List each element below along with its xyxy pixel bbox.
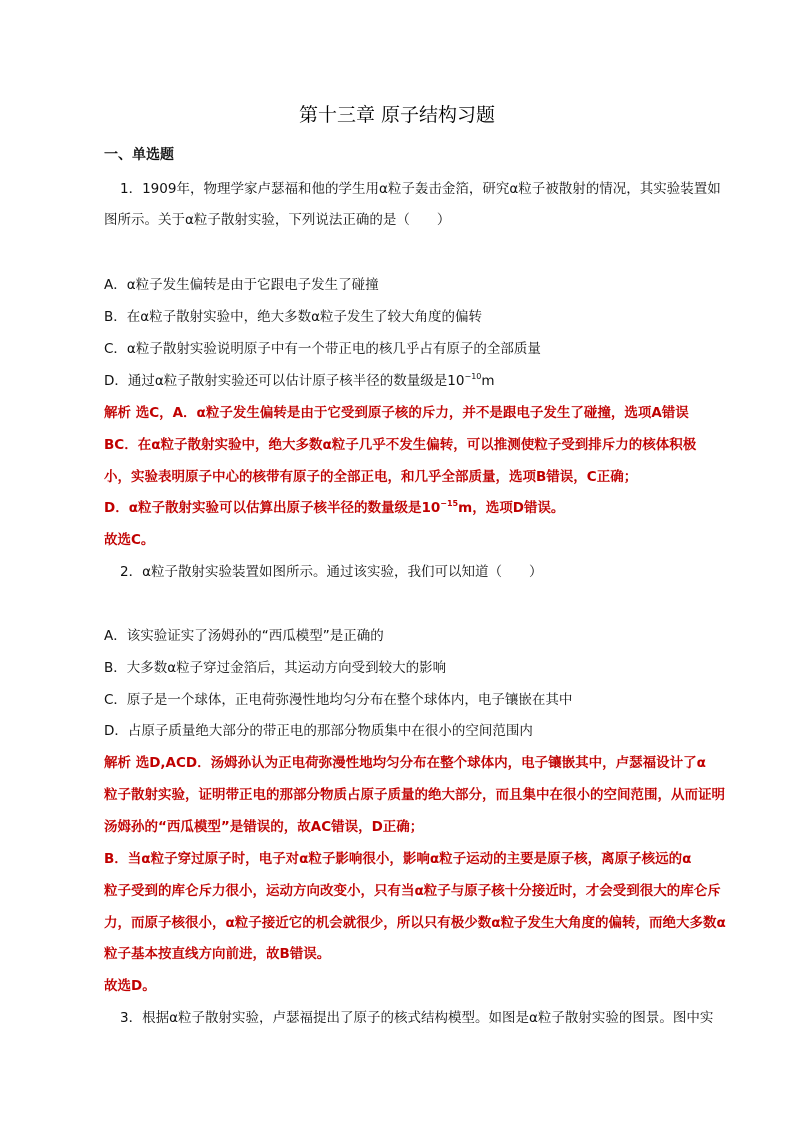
q1-option-d-text: D．通过α粒子散射实验还可以估计原子核半径的数量级是10 (104, 373, 465, 389)
q1-explanation-line4 (104, 499, 724, 517)
q1-option-a: A．α粒子发生偏转是由于它跟电子发生了碰撞 (104, 277, 379, 293)
q1-explanation-line4-tail: m，选项D错误。 (458, 500, 565, 516)
q2-explanation-line1: 解析 选D,ACD．汤姆孙认为正电荷弥漫性地均匀分布在整个球体内，电子镶嵌其中，卢瑟福设计了α (104, 755, 706, 771)
q1-explanation-exponent: −15 (440, 499, 459, 508)
q1-option-d-exponent: −10 (464, 372, 482, 381)
q2-explanation-line4: B．当α粒子穿过原子时，电子对α粒子影响很小，影响α粒子运动的主要是原子核，离原子核远的α (104, 851, 692, 867)
q2-answer: 故选D。 (104, 978, 156, 994)
section-heading: 一、单选题 (104, 147, 174, 163)
q2-option-b: B．大多数α粒子穿过金箔后，其运动方向受到较大的影响 (104, 660, 447, 676)
q1-answer: 故选C。 (104, 532, 155, 548)
q1-explanation-line1: 解析 选C，A．α粒子发生偏转是由于它受到原子核的斥力，并不是跟电子发生了碰撞，选项A错误 (104, 405, 689, 421)
q1-option-d-unit: m (481, 373, 495, 389)
q1-option-b: B．在α粒子散射实验中，绝大多数α粒子发生了较大角度的偏转 (104, 309, 483, 325)
q1-option-d (104, 372, 724, 390)
q1-explanation-line3: 小，实验表明原子中心的核带有原子的全部正电，和几乎全部质量，选项B错误，C正确； (104, 469, 638, 485)
q2-explanation-line6: 力，而原子核很小，α粒子接近它的机会就很少，所以只有极少数α粒子发生大角度的偏转，而绝大多数α (104, 915, 726, 931)
q2-explanation-line2: 粒子散射实验，证明带正电的那部分物质占原子质量的绝大部分，而且集中在很小的空间范围，从而证明 (104, 787, 725, 803)
q1-explanation-line2: BC．在α粒子散射实验中，绝大多数α粒子几乎不发生偏转，可以推测使粒子受到排斥力的核体积极 (104, 437, 697, 453)
q3-stem-line1: 3．根据α粒子散射实验，卢瑟福提出了原子的核式结构模型。如图是α粒子散射实验的图景。图中实 (120, 1010, 714, 1026)
q2-option-a: A．该实验证实了汤姆孙的“西瓜模型”是正确的 (104, 628, 384, 644)
q2-explanation-line7: 粒子基本按直线方向前进，故B错误。 (104, 946, 331, 962)
q2-option-d: D．占原子质量绝大部分的带正电的那部分物质集中在很小的空间范围内 (104, 723, 533, 739)
q2-explanation-line3: 汤姆孙的“西瓜模型”是错误的，故AC错误，D正确； (104, 819, 424, 835)
q1-stem-line1: 1．1909年，物理学家卢瑟福和他的学生用α粒子轰击金箔，研究α粒子被散射的情况，其实验装置如 (120, 181, 721, 197)
q2-stem: 2．α粒子散射实验装置如图所示。通过该实验，我们可以知道（ ） (120, 564, 543, 580)
page-title: 第十三章 原子结构习题 (298, 104, 496, 126)
q1-explanation-line4-text: D．α粒子散射实验可以估算出原子核半径的数量级是10 (104, 500, 441, 516)
q1-stem-line2: 图所示。关于α粒子散射实验，下列说法正确的是（ ） (104, 212, 451, 228)
q1-option-c: C．α粒子散射实验说明原子中有一个带正电的核几乎占有原子的全部质量 (104, 341, 541, 357)
q2-option-c: C．原子是一个球体，正电荷弥漫性地均匀分布在整个球体内，电子镶嵌在其中 (104, 692, 573, 708)
q2-explanation-line5: 粒子受到的库仑斥力很小，运动方向改变小，只有当α粒子与原子核十分接近时，才会受到很大的库仑斥 (104, 883, 721, 899)
